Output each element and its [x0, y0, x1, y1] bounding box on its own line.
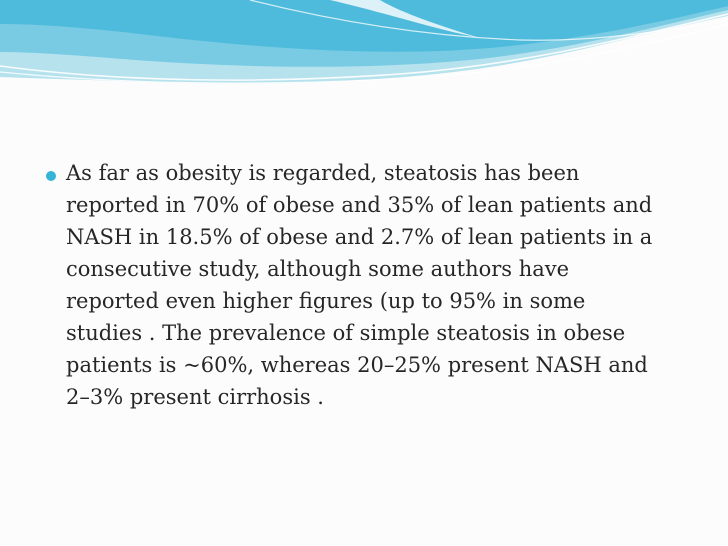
bullet-icon — [46, 171, 56, 181]
bullet-item — [44, 157, 689, 413]
slide-body — [44, 157, 689, 413]
header-wave-decoration — [0, 0, 728, 90]
bullet-text: As far as obesity is regarded, steatosis has been reported in 70% of obese and 35% of lean patients and NASH in 18.5% of obese and 2.7% of lean patients in a consecutive study, although some authors have reported even higher figures (up to 95% in some studies . The prevalence of simple steatosis in obese patients is ~60%, whereas 20–25% present NASH and 2–3% present cirrhosis . — [66, 161, 653, 409]
